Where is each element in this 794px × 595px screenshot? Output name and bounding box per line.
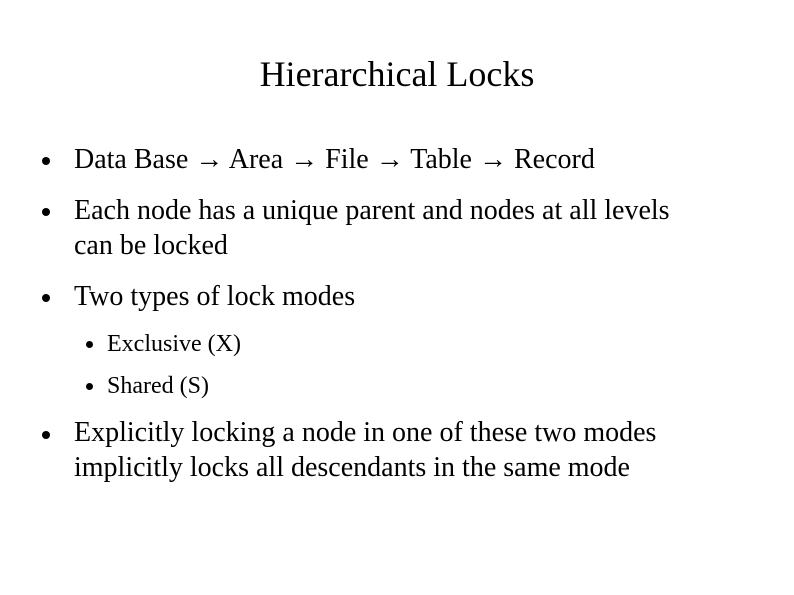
sub-bullet-shared — [107, 371, 209, 401]
slide-title: Hierarchical Locks — [259, 54, 535, 94]
bullet-dot-icon — [42, 208, 50, 216]
bullet-dot-icon — [42, 431, 50, 439]
bullet-item-implicit-locking — [74, 415, 656, 485]
sub-bullet-exclusive — [107, 329, 241, 359]
bullet-item-hierarchy — [74, 142, 595, 177]
sub-bullet-text: Shared (S) — [107, 373, 209, 399]
bullet-item-unique-parent — [74, 193, 670, 263]
bullet-dot-icon — [86, 383, 93, 390]
bullet-dot-icon — [42, 157, 50, 165]
bullet-text-line: Data Base → Area → File → Table → Record — [74, 144, 595, 175]
sub-bullet-text: Exclusive (X) — [107, 331, 241, 357]
bullet-dot-icon — [86, 341, 93, 348]
bullet-item-lock-modes — [74, 279, 355, 314]
bullet-text-line: Two types of lock modes — [74, 281, 356, 312]
bullet-text-line: implicitly locks all descendants in the same mode — [74, 452, 630, 483]
bullet-text-line: Each node has a unique parent and nodes at all levels — [74, 195, 670, 226]
bullet-text-line: can be locked — [74, 230, 228, 261]
bullet-text-line: Explicitly locking a node in one of these two modes — [74, 417, 657, 448]
bullet-dot-icon — [42, 294, 50, 302]
